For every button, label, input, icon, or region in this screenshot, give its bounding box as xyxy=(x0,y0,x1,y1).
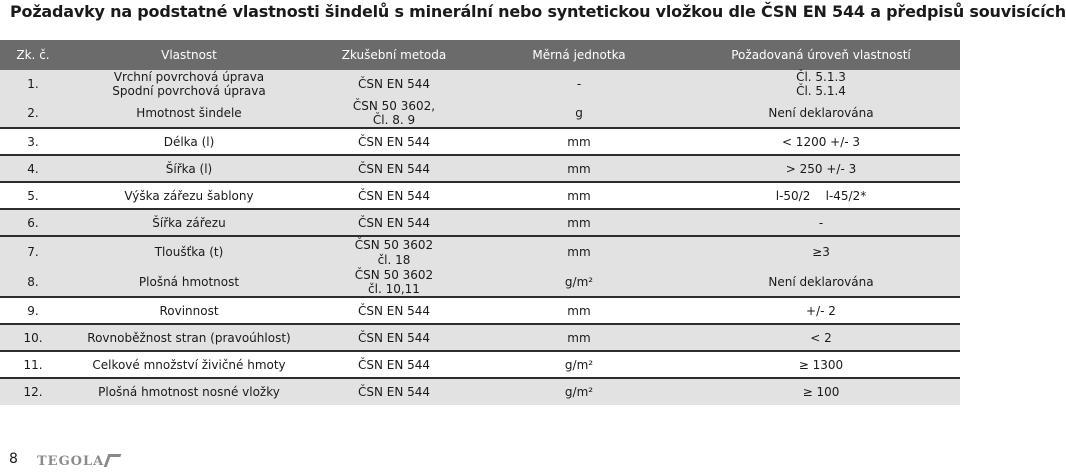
cell-no: 5. xyxy=(27,188,39,203)
table-row xyxy=(0,98,960,113)
cell-unit: mm xyxy=(567,134,591,149)
table-row xyxy=(0,298,960,324)
table-row xyxy=(0,156,960,182)
properties-table xyxy=(0,40,960,405)
cell-requirement: < 1200 +/- 3 xyxy=(781,134,861,149)
cell-no: 6. xyxy=(27,215,39,230)
cell-property: Vrchní povrchová úprava xyxy=(113,70,265,84)
cell-requirement: < 2 xyxy=(810,330,832,345)
cell-property: Tloušťka (t) xyxy=(154,245,224,259)
cell-no: 7. xyxy=(27,245,39,259)
cell-no: 9. xyxy=(27,303,39,318)
cell-unit: g/m² xyxy=(564,357,594,372)
table-row xyxy=(0,183,960,209)
col-header-requirement: Požadovaná úroveň vlastností xyxy=(731,48,911,62)
cell-requirement: - xyxy=(818,215,824,230)
cell-no: 12. xyxy=(23,385,43,399)
cell-method: ČSN 50 3602 xyxy=(354,267,434,282)
cell-requirement: +/- 2 xyxy=(806,303,836,318)
cell-property: Celkové množství živičné hmoty xyxy=(92,357,286,372)
cell-unit: mm xyxy=(567,330,591,345)
cell-method: ČSN EN 544 xyxy=(357,385,431,399)
cell-property: Rovinnost xyxy=(159,303,219,318)
cell-no: 3. xyxy=(27,134,39,149)
logo-mark-icon xyxy=(104,454,122,467)
table-row xyxy=(0,379,960,405)
cell-property: Výška zářezu šablony xyxy=(124,188,254,203)
col-header-unit: Měrná jednotka xyxy=(532,48,626,62)
tegola-logo xyxy=(37,454,119,469)
logo-text: TEGOLA xyxy=(37,454,105,469)
col-header-property: Vlastnost xyxy=(161,48,217,62)
cell-method: ČSN EN 544 xyxy=(357,303,431,318)
cell-requirement: > 250 +/- 3 xyxy=(785,161,857,176)
cell-method: Čl. 8. 9 xyxy=(372,113,416,127)
table-row xyxy=(0,237,960,252)
cell-method: čl. 10,11 xyxy=(368,282,420,296)
table-row xyxy=(0,325,960,351)
cell-unit: g/m² xyxy=(564,274,594,289)
cell-no: 2. xyxy=(27,105,39,120)
cell-property: Plošná hmotnost nosné vložky xyxy=(98,385,280,399)
cell-method: ČSN EN 544 xyxy=(357,215,431,230)
cell-method: ČSN 50 3602 xyxy=(354,237,434,252)
cell-property: Šířka (l) xyxy=(165,161,213,176)
cell-requirement: Čl. 5.1.3 xyxy=(796,70,846,84)
cell-unit: g xyxy=(575,105,583,120)
page-number: 8 xyxy=(9,451,18,467)
cell-requirement: Čl. 5.1.4 xyxy=(796,84,846,98)
table-row xyxy=(0,210,960,236)
cell-no: 1. xyxy=(27,77,39,91)
cell-method: ČSN EN 544 xyxy=(357,188,431,203)
cell-method: čl. 18 xyxy=(377,252,411,267)
cell-method: ČSN EN 544 xyxy=(357,161,431,176)
page-title: Požadavky na podstatné vlastnosti šindelů s minerální nebo syntetickou vložkou dle ČSN EN 544 a předpisů souvisících xyxy=(10,2,1066,21)
cell-property: Délka (l) xyxy=(163,134,215,149)
cell-requirement: ≥ 1300 xyxy=(798,357,844,372)
cell-unit: mm xyxy=(567,215,591,230)
cell-property: Rovnoběžnost stran (pravoúhlost) xyxy=(87,330,291,345)
table-header-row xyxy=(0,40,960,70)
cell-method: ČSN 50 3602, xyxy=(352,98,436,113)
cell-unit: mm xyxy=(567,188,591,203)
cell-no: 8. xyxy=(27,274,39,289)
cell-property: Šířka zářezu xyxy=(152,215,226,230)
col-header-no: Zk. č. xyxy=(16,48,50,62)
cell-method: ČSN EN 544 xyxy=(357,77,431,91)
cell-unit: - xyxy=(576,77,582,91)
cell-method: ČSN EN 544 xyxy=(357,134,431,149)
cell-method: ČSN EN 544 xyxy=(357,330,431,345)
cell-property: Plošná hmotnost xyxy=(138,274,240,289)
cell-unit: mm xyxy=(567,303,591,318)
cell-requirement: ≥ 100 xyxy=(802,385,840,399)
cell-property: Spodní povrchová úprava xyxy=(112,84,266,98)
cell-requirement: ≥3 xyxy=(812,245,830,259)
table-row xyxy=(0,267,960,282)
cell-property: Hmotnost šindele xyxy=(136,105,242,120)
cell-requirement: Není deklarována xyxy=(768,274,874,289)
cell-requirement: l-50/2 l-45/2* xyxy=(775,188,867,203)
cell-no: 4. xyxy=(27,161,39,176)
cell-no: 10. xyxy=(23,330,43,345)
table-row xyxy=(0,352,960,378)
col-header-method: Zkušební metoda xyxy=(341,48,447,62)
cell-requirement: Není deklarována xyxy=(768,105,874,120)
cell-unit: mm xyxy=(567,245,591,259)
table-row xyxy=(0,129,960,155)
cell-method: ČSN EN 544 xyxy=(357,357,431,372)
table-row xyxy=(0,70,960,84)
cell-unit: mm xyxy=(567,161,591,176)
cell-no: 11. xyxy=(23,357,43,372)
cell-unit: g/m² xyxy=(564,385,594,399)
